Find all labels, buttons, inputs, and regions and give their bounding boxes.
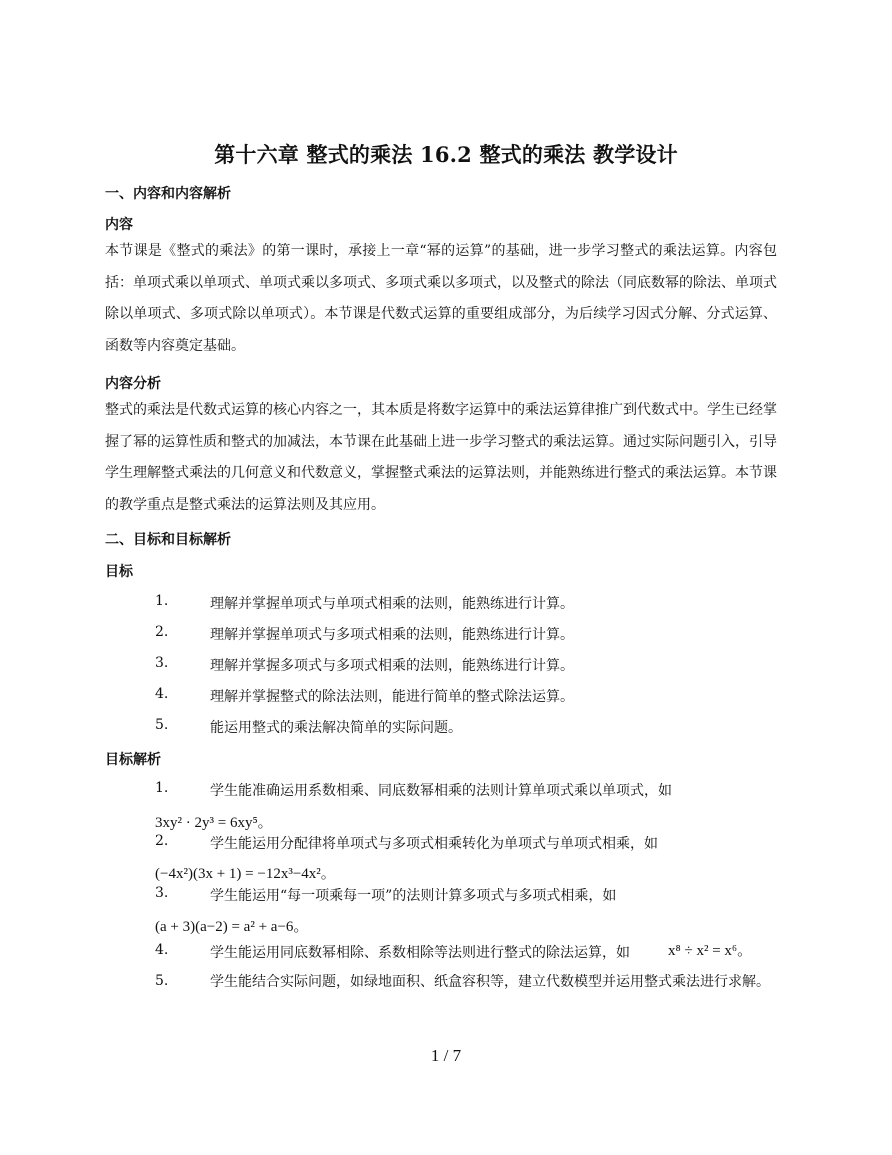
analysis-formula: 3xy² · 2y³ = 6xy⁵。 [155, 815, 273, 831]
analysis-heading: 内容分析 [105, 376, 161, 392]
analysis-paragraph: 整式的乘法是代数式运算的核心内容之一，其本质是将数字运算中的乘法运算律推广到代数式中。学生已经掌握了幂的运算性质和整式的加减法，本节课在此基础上进一步学习整式的乘法运算。通过实际问题引入，引导学生理解整式乘法的几何意义和代数意义，掌握整式乘法的运算法则，并能熟练进行整式的乘法运算。本节课的教学重点是整式乘法的运算法则及其应用。 [105, 402, 777, 513]
goal-text: 理解并掌握整式的除法法则，能进行简单的整式除法运算。 [210, 689, 574, 705]
analysis-text: 学生能运用“每一项乘每一项”的法则计算多项式与多项式相乘，如 [210, 888, 617, 904]
analysis-number: 2. [155, 833, 169, 849]
content-paragraph: 本节课是《整式的乘法》的第一课时，承接上一章“幂的运算”的基础，进一步学习整式的乘法运算。内容包括：单项式乘以单项式、单项式乘以多项式、多项式乘以多项式，以及整式的除法（同底数幂的除法、单项式除以单项式、多项式除以单项式）。本节课是代数式运算的重要组成部分，为后续学习因式分解、分式运算、函数等内容奠定基础。 [105, 243, 777, 354]
page-title: 第十六章 整式的乘法 16.2 整式的乘法 教学设计 [214, 142, 678, 167]
analysis-text: 学生能运用分配律将单项式与多项式相乘转化为单项式与单项式相乘，如 [210, 836, 658, 852]
analysis-formula: x⁸ ÷ x² = x⁶。 [668, 943, 753, 959]
goal-text: 理解并掌握单项式与单项式相乘的法则，能熟练进行计算。 [210, 596, 574, 612]
analysis-text: 学生能结合实际问题，如绿地面积、纸盒容积等，建立代数模型并运用整式乘法进行求解。 [210, 974, 770, 990]
goal-number: 4. [155, 686, 169, 702]
goal-text: 能运用整式的乘法解决简单的实际问题。 [210, 720, 462, 736]
goal-number: 5. [155, 717, 169, 733]
analysis-formula: (a + 3)(a−2) = a² + a−6。 [155, 919, 309, 935]
goal-number: 2. [155, 624, 169, 640]
analysis-number: 3. [155, 885, 169, 901]
section1-heading: 一、内容和内容解析 [105, 186, 231, 202]
analysis-number: 4. [155, 942, 169, 958]
analysis-number: 1. [155, 780, 169, 796]
goal-text: 理解并掌握单项式与多项式相乘的法则，能熟练进行计算。 [210, 627, 574, 643]
analysis-text: 学生能准确运用系数相乘、同底数幂相乘的法则计算单项式乘以单项式，如 [210, 783, 672, 799]
section2-heading: 二、目标和目标解析 [105, 532, 231, 548]
goal-analysis-heading: 目标解析 [105, 752, 161, 768]
goals-heading: 目标 [105, 564, 133, 580]
goal-number: 3. [155, 655, 169, 671]
goal-number: 1. [155, 593, 169, 609]
content-heading: 内容 [105, 217, 133, 233]
analysis-text: 学生能运用同底数幂相除、系数相除等法则进行整式的除法运算，如 [210, 945, 630, 961]
goal-text: 理解并掌握多项式与多项式相乘的法则，能熟练进行计算。 [210, 658, 574, 674]
analysis-number: 5. [155, 973, 169, 989]
page-number: 1 / 7 [430, 1046, 462, 1065]
analysis-formula: (−4x²)(3x + 1) = −12x³−4x²。 [155, 866, 336, 882]
